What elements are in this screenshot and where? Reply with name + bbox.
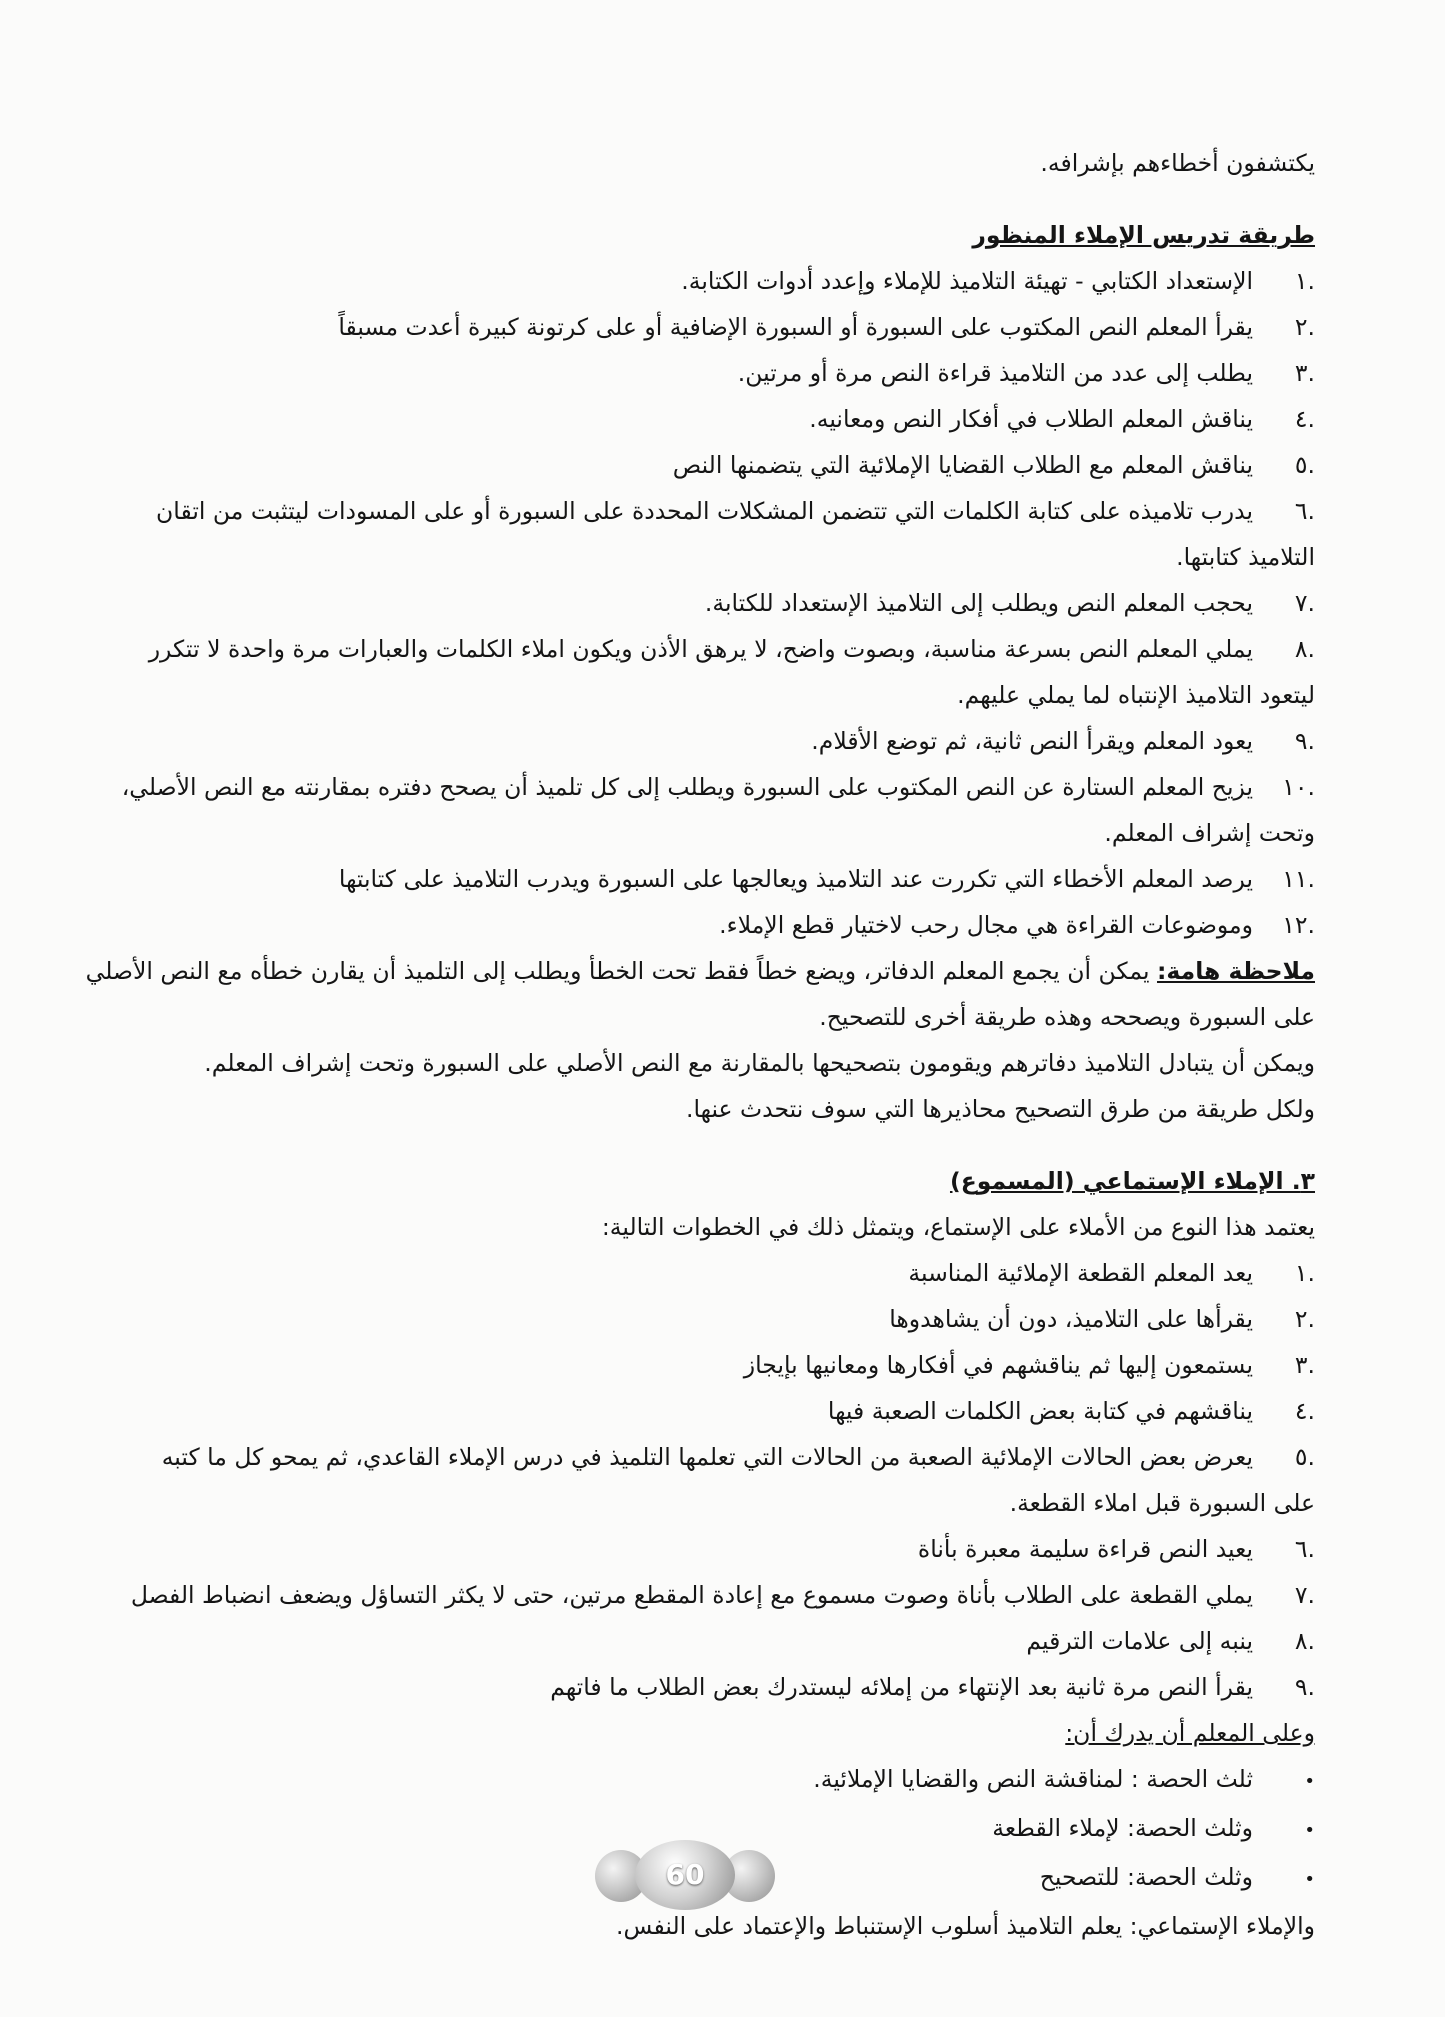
list-item	[90, 1296, 1315, 1342]
item-number: .٨	[1294, 635, 1315, 663]
important-note-line2: ويمكن أن يتبادل التلاميذ دفاترهم ويقومون بتصحيحها بالمقارنة مع النص الأصلي على السبورة وتحت إشراف المعلم.	[204, 1049, 1315, 1077]
item-number: .٥	[1294, 451, 1315, 479]
list-item	[90, 258, 1315, 304]
list-item	[90, 1342, 1315, 1388]
item-number: .٧	[1294, 589, 1315, 617]
list-item	[90, 856, 1315, 902]
item-text: الإستعداد الكتابي - تهيئة التلاميذ للإملاء وإعدد أدوات الكتابة.	[681, 267, 1253, 295]
item-text: يعرض بعض الحالات الإملائية الصعبة من الحالات التي تعلمها التلميذ في درس الإملاء القاعدي، ثم يمحو كل ما كتبه	[161, 1443, 1253, 1471]
item-number: .٦	[1294, 1535, 1315, 1563]
item-text: يقرأ النص مرة ثانية بعد الإنتهاء من إملائه ليستدرك بعض الطلاب ما فاتهم	[550, 1673, 1253, 1701]
item-number: .١١	[1282, 865, 1315, 893]
list-item	[90, 626, 1315, 672]
list-item	[90, 1250, 1315, 1296]
item-text: يناقش المعلم الطلاب في أفكار النص ومعانيه.	[809, 405, 1253, 433]
important-note	[85, 948, 1315, 994]
important-note-continuation: على السبورة ويصححه وهذه طريقة أخرى للتصحيح.	[819, 1003, 1315, 1031]
item-number: .٣	[1294, 359, 1315, 387]
item-number: .٨	[1294, 1627, 1315, 1655]
item-number: .٥	[1294, 1443, 1315, 1471]
item-text: يملي المعلم النص بسرعة مناسبة، وبصوت واضح، لا يرهق الأذن ويكون املاء الكلمات والعبارات مرة واحدة لا تتكرر	[148, 635, 1253, 663]
bullet-icon: •	[1304, 1820, 1315, 1841]
item-text: يعيد النص قراءة سليمة معبرة بأناة	[917, 1535, 1253, 1563]
item-number: .٩	[1294, 727, 1315, 755]
list-item	[90, 1572, 1315, 1618]
item-continuation: التلاميذ كتابتها.	[1176, 543, 1315, 571]
important-note-label: ملاحظة هامة:	[1157, 957, 1315, 985]
item-number: .٦	[1294, 497, 1315, 525]
item-number: .١	[1294, 267, 1315, 295]
bullet-item	[90, 1756, 1315, 1805]
list-item	[90, 304, 1315, 350]
item-text: يدرب تلاميذه على كتابة الكلمات التي تتضمن المشكلات المحددة على السبورة أو على المسودات ليتثبت من اتقان	[156, 497, 1253, 525]
item-text: يعد المعلم القطعة الإملائية المناسبة	[908, 1259, 1253, 1287]
list-item	[90, 350, 1315, 396]
item-text: يطلب إلى عدد من التلاميذ قراءة النص مرة أو مرتين.	[737, 359, 1253, 387]
item-text: ينبه إلى علامات الترقيم	[1026, 1627, 1253, 1655]
item-text: يملي القطعة على الطلاب بأناة وصوت مسموع مع إعادة المقطع مرتين، حتى لا يكثر التساؤل ويضعف انضباط الفصل	[130, 1581, 1253, 1609]
closing-line: والإملاء الإستماعي: يعلم التلاميذ أسلوب الإستنباط والإعتماد على النفس.	[616, 1912, 1315, 1940]
section-heard-heading: ٣. الإملاء الإستماعي (المسموع)	[949, 1167, 1315, 1195]
item-text: وموضوعات القراءة هي مجال رحب لاختيار قطع الإملاء.	[719, 911, 1253, 939]
important-note-line3: ولكل طريقة من طرق التصحيح محاذيرها التي سوف نتحدث عنها.	[685, 1095, 1315, 1123]
bullet-text: وثلث الحصة: لإملاء القطعة	[992, 1814, 1253, 1842]
item-number: .٢	[1294, 1305, 1315, 1333]
page-number: 60	[635, 1840, 735, 1910]
item-text: يقرأ المعلم النص المكتوب على السبورة أو السبورة الإضافية أو على كرتونة كبيرة أعدت مسبقاً	[338, 313, 1253, 341]
item-number: .٤	[1294, 1397, 1315, 1425]
list-item	[90, 442, 1315, 488]
item-number: .٤	[1294, 405, 1315, 433]
item-text: يعود المعلم ويقرأ النص ثانية، ثم توضع الأقلام.	[811, 727, 1253, 755]
list-item	[90, 1388, 1315, 1434]
list-item	[90, 1618, 1315, 1664]
section-heard-intro: يعتمد هذا النوع من الأملاء على الإستماع، ويتمثل ذلك في الخطوات التالية:	[601, 1213, 1315, 1241]
bullet-icon: •	[1304, 1771, 1315, 1792]
item-continuation: على السبورة قبل املاء القطعة.	[1009, 1489, 1315, 1517]
list-item	[90, 764, 1315, 810]
list-item	[90, 1434, 1315, 1480]
list-item	[90, 1664, 1315, 1710]
teacher-note-heading: وعلى المعلم أن يدرك أن:	[1065, 1719, 1315, 1747]
item-text: يرصد المعلم الأخطاء التي تكررت عند التلاميذ ويعالجها على السبورة ويدرب التلاميذ على كتابتها	[338, 865, 1253, 893]
list-item	[90, 580, 1315, 626]
item-number: .١	[1294, 1259, 1315, 1287]
document-body	[85, 140, 1315, 1949]
list-item	[90, 902, 1315, 948]
item-number: .١٢	[1282, 911, 1315, 939]
item-text: يناقش المعلم مع الطلاب القضايا الإملائية التي يتضمنها النص	[672, 451, 1253, 479]
list-item	[90, 1526, 1315, 1572]
list-item	[90, 396, 1315, 442]
item-continuation: ليتعود التلاميذ الإنتباه لما يملي عليهم.	[957, 681, 1315, 709]
item-text: يستمعون إليها ثم يناقشهم في أفكارها ومعانيها بإيجاز	[743, 1351, 1253, 1379]
item-text: يحجب المعلم النص ويطلب إلى التلاميذ الإستعداد للكتابة.	[704, 589, 1253, 617]
item-continuation: وتحت إشراف المعلم.	[1104, 819, 1315, 847]
item-number: .١٠	[1282, 773, 1315, 801]
item-number: .٢	[1294, 313, 1315, 341]
item-number: .٩	[1294, 1673, 1315, 1701]
bullet-text: ثلث الحصة : لمناقشة النص والقضايا الإملائية.	[813, 1765, 1253, 1793]
item-number: .٧	[1294, 1581, 1315, 1609]
bullet-icon: •	[1304, 1869, 1315, 1890]
intro-line: يكتشفون أخطاءهم بإشرافه.	[1040, 149, 1315, 177]
important-note-text: يمكن أن يجمع المعلم الدفاتر، ويضع خطاً فقط تحت الخطأ ويطلب إلى التلميذ أن يقارن خطأه مع النص الأصلي	[85, 957, 1150, 985]
list-item	[90, 718, 1315, 764]
bullet-text: وثلث الحصة: للتصحيح	[1039, 1863, 1253, 1891]
section-seen-heading: طريقة تدريس الإملاء المنظور	[972, 221, 1315, 249]
page-number-badge	[595, 1840, 775, 1910]
list-item	[90, 488, 1315, 534]
item-text: يزيح المعلم الستارة عن النص المكتوب على السبورة ويطلب إلى كل تلميذ أن يصحح دفتره بمقارنته مع النص الأصلي،	[121, 773, 1253, 801]
item-text: يقرأها على التلاميذ، دون أن يشاهدوها	[889, 1305, 1253, 1333]
item-number: .٣	[1294, 1351, 1315, 1379]
item-text: يناقشهم في كتابة بعض الكلمات الصعبة فيها	[827, 1397, 1253, 1425]
